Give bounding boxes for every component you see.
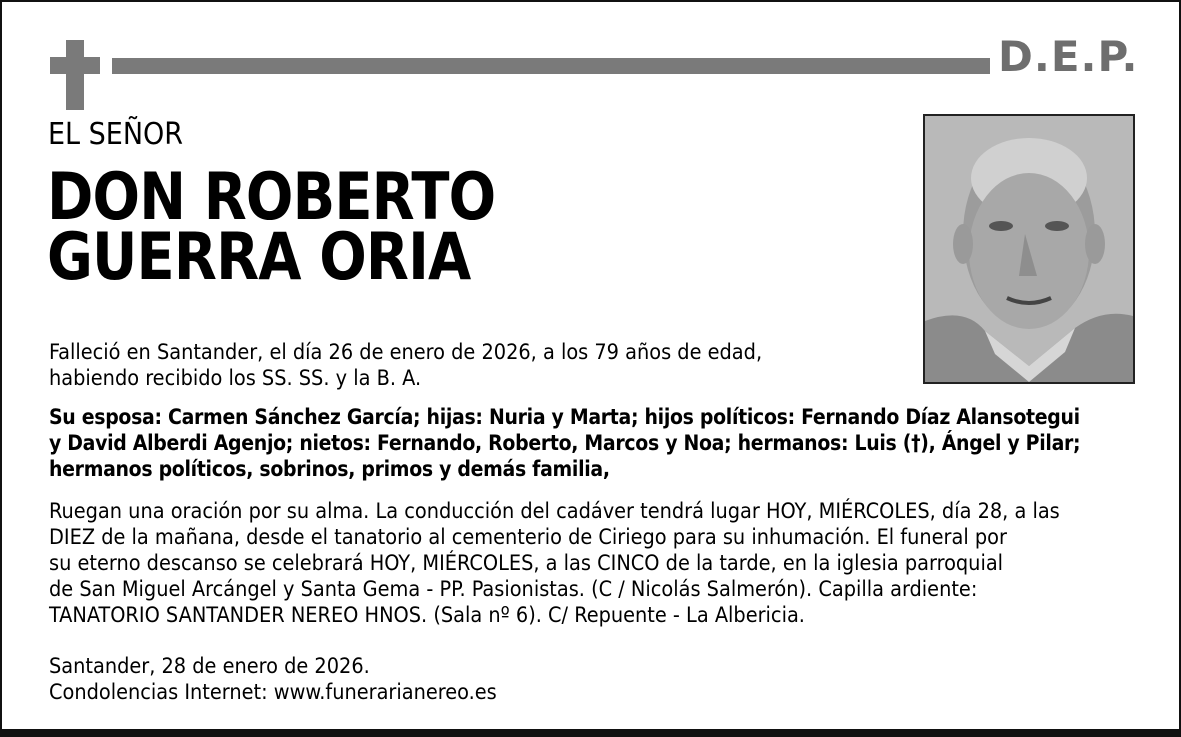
service-line: de San Miguel Arcángel y Santa Gema - PP. Pasionistas. (C / Nicolás Salmerón). Capilla ardiente: bbox=[49, 577, 978, 602]
condolences-line: Condolencias Internet: www.funerarianereo.es bbox=[49, 680, 497, 705]
family-line: Su esposa: Carmen Sánchez García; hijas: Nuria y Marta; hijos políticos: Fernando Díaz Alansotegui bbox=[49, 405, 1080, 429]
honorific: EL SEÑOR bbox=[48, 117, 184, 152]
cross-icon bbox=[66, 40, 84, 110]
cross-icon-bar bbox=[50, 57, 100, 74]
service-line: su eterno descanso se celebrará HOY, MIÉRCOLES, a las CINCO de la tarde, en la iglesia parroquial bbox=[49, 551, 1004, 576]
deceased-name bbox=[47, 160, 496, 295]
death-notice-line: Falleció en Santander, el día 26 de enero de 2026, a los 79 años de edad, bbox=[49, 340, 763, 365]
portrait-photo bbox=[923, 114, 1135, 384]
service-line: TANATORIO SANTANDER NEREO HNOS. (Sala nº 6). C/ Repuente - La Albericia. bbox=[49, 603, 805, 628]
name-line: GUERRA ORIA bbox=[47, 220, 471, 295]
footer bbox=[49, 654, 497, 706]
service-line: DIEZ de la mañana, desde el tanatorio al cementerio de Ciriego para su inhumación. El funeral por bbox=[49, 525, 1007, 550]
portrait-icon bbox=[925, 116, 1133, 382]
service-details bbox=[49, 499, 1060, 629]
family-line: hermanos políticos, sobrinos, primos y demás familia, bbox=[49, 457, 610, 481]
family-list bbox=[49, 404, 1080, 482]
date-line: Santander, 28 de enero de 2026. bbox=[49, 654, 370, 679]
death-notice bbox=[49, 340, 762, 392]
header-rule bbox=[112, 58, 990, 74]
family-line: y David Alberdi Agenjo; nietos: Fernando, Roberto, Marcos y Noa; hermanos: Luis (†), Ángel y Pilar; bbox=[49, 431, 1081, 455]
dep-label: D.E.P. bbox=[998, 32, 1139, 81]
name-line: DON ROBERTO bbox=[47, 160, 496, 235]
death-notice-line: habiendo recibido los SS. SS. y la B. A. bbox=[49, 366, 422, 391]
service-line: Ruegan una oración por su alma. La conducción del cadáver tendrá lugar HOY, MIÉRCOLES, día 28, a las bbox=[49, 499, 1060, 524]
